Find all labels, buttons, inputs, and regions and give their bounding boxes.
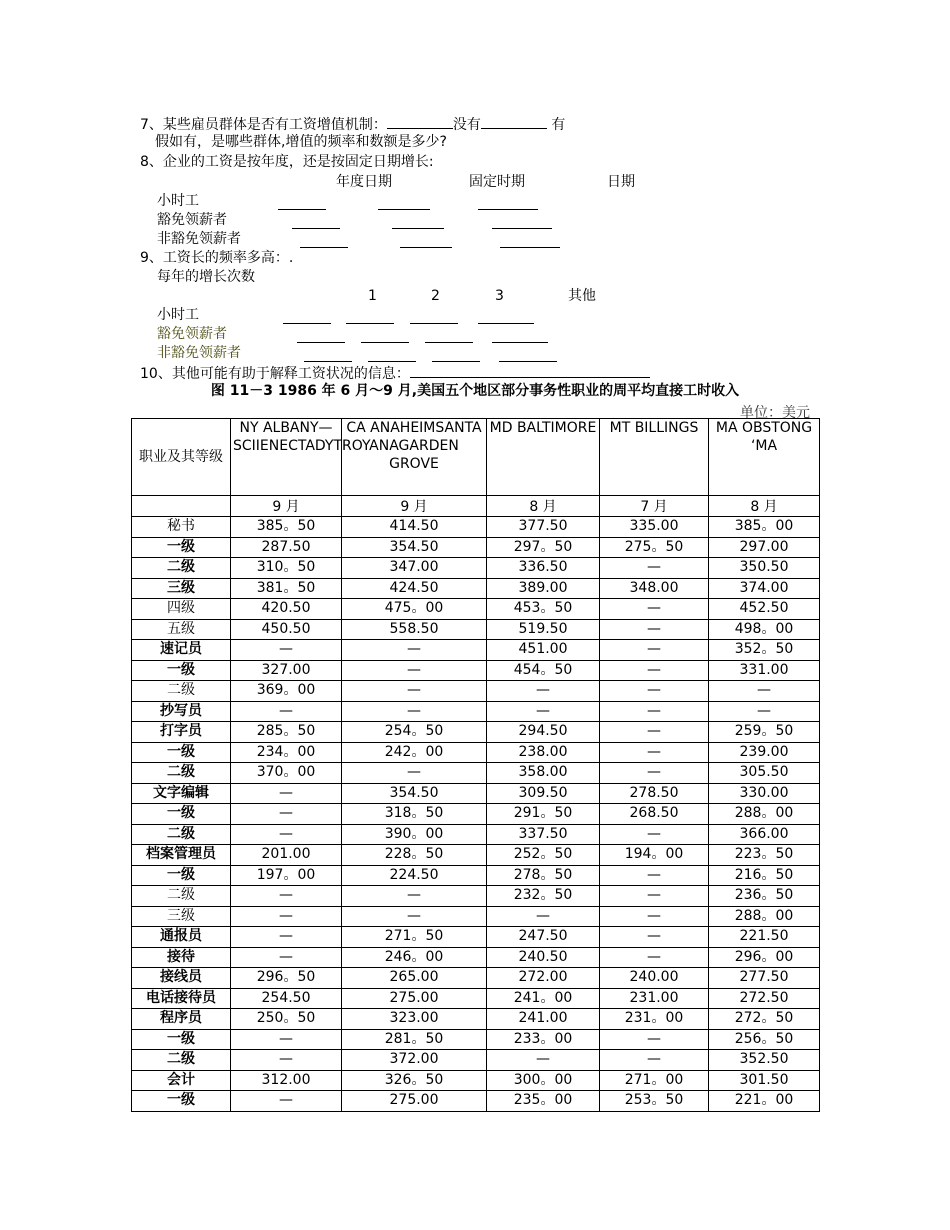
occupation-label: 文字编辑: [132, 783, 231, 804]
wage-cell: 233。00: [487, 1029, 600, 1050]
wage-cell: 519.50: [487, 619, 600, 640]
blank-line[interactable]: [478, 309, 534, 324]
wage-cell: 275。50: [600, 537, 709, 558]
table-row: [132, 578, 820, 599]
question-7: [140, 114, 565, 134]
wage-cell: 256。50: [709, 1029, 820, 1050]
wage-cell: —: [231, 927, 342, 948]
wage-cell: 254.50: [231, 988, 342, 1009]
wage-cell: —: [342, 681, 487, 702]
occupation-label: 一级: [132, 865, 231, 886]
question-7-no: 没有: [452, 117, 481, 133]
question-9-sub: 每年的增长次数: [157, 269, 255, 285]
wage-cell: 252。50: [487, 845, 600, 866]
table-row: [132, 681, 820, 702]
question-9: 9、工资长的频率多高：.: [140, 250, 294, 266]
occupation-label: 一级: [132, 804, 231, 825]
wage-cell: 275.00: [342, 1091, 487, 1112]
wage-cell: 288。00: [709, 804, 820, 825]
table-row: [132, 968, 820, 989]
q9-row-2: 非豁免领薪者: [157, 345, 241, 361]
blank-line[interactable]: [278, 195, 326, 210]
wage-cell: —: [231, 824, 342, 845]
wage-cell: 374.00: [709, 578, 820, 599]
wage-cell: —: [231, 906, 342, 927]
wage-cell: 277.50: [709, 968, 820, 989]
table-row: [132, 599, 820, 620]
header-ny: NY ALBANY—SCIIENECTADYTROY: [231, 419, 342, 496]
blank-line[interactable]: [292, 214, 340, 229]
table-row: [132, 1091, 820, 1112]
wage-cell: 247.50: [487, 927, 600, 948]
table-row: [132, 742, 820, 763]
wage-cell: 272.00: [487, 968, 600, 989]
wage-cell: 291。50: [487, 804, 600, 825]
wage-cell: 242。00: [342, 742, 487, 763]
blank-line[interactable]: [361, 328, 409, 343]
occupation-label: 二级: [132, 681, 231, 702]
occupation-label: 二级: [132, 824, 231, 845]
table-row: [132, 722, 820, 743]
wage-cell: —: [342, 701, 487, 722]
wage-cell: —: [231, 947, 342, 968]
wage-cell: —: [600, 824, 709, 845]
occupation-label: 速记员: [132, 640, 231, 661]
wage-cell: 369。00: [231, 681, 342, 702]
wage-cell: 281。50: [342, 1029, 487, 1050]
table-row: [132, 783, 820, 804]
table-row: [132, 1029, 820, 1050]
wage-cell: 424.50: [342, 578, 487, 599]
month-cell: 9 月: [342, 496, 487, 517]
header-ca: CA ANAHEIMSANTA ANAGARDEN GROVE: [342, 419, 487, 496]
wage-cell: 297.00: [709, 537, 820, 558]
wage-cell: 354.50: [342, 537, 487, 558]
wage-cell: 238.00: [487, 742, 600, 763]
occupation-label: 一级: [132, 742, 231, 763]
wage-cell: 297。50: [487, 537, 600, 558]
wage-cell: 240.00: [600, 968, 709, 989]
wage-cell: 385。50: [231, 517, 342, 538]
wage-cell: —: [600, 660, 709, 681]
blank-line[interactable]: [499, 347, 557, 362]
question-10: [140, 363, 650, 383]
occupation-label: 三级: [132, 578, 231, 599]
table-unit: 单位：美元: [740, 405, 810, 421]
question-7-text: 7、某些雇员群体是否有工资增值机制：: [140, 117, 387, 133]
wage-cell: —: [342, 640, 487, 661]
wage-cell: 451.00: [487, 640, 600, 661]
wage-cell: 312.00: [231, 1070, 342, 1091]
table-title: 图 11－3 1986 年 6 月～9 月,美国五个地区部分事务性职业的周平均直接工时收入: [210, 383, 740, 399]
blank-line[interactable]: [410, 363, 650, 378]
wage-cell: 231.00: [600, 988, 709, 1009]
blank-line[interactable]: [304, 347, 352, 362]
q8-row-1: 豁免领薪者: [157, 212, 227, 228]
wage-cell: —: [600, 947, 709, 968]
wage-cell: 377.50: [487, 517, 600, 538]
wage-cell: —: [342, 660, 487, 681]
blank-line[interactable]: [478, 195, 538, 210]
wage-cell: —: [231, 1029, 342, 1050]
wage-cell: 335.00: [600, 517, 709, 538]
wage-cell: —: [231, 783, 342, 804]
wage-cell: —: [231, 640, 342, 661]
blank-line[interactable]: [432, 347, 480, 362]
wage-cell: 231。00: [600, 1009, 709, 1030]
wage-cell: 385。00: [709, 517, 820, 538]
blank-line[interactable]: [297, 328, 345, 343]
wage-cell: 327.00: [231, 660, 342, 681]
wage-cell: 331.00: [709, 660, 820, 681]
q9-col-2: 3: [495, 288, 504, 304]
wage-cell: 454。50: [487, 660, 600, 681]
occupation-label: 秘书: [132, 517, 231, 538]
wage-cell: —: [600, 1050, 709, 1071]
wage-cell: 221.50: [709, 927, 820, 948]
occupation-label: 二级: [132, 886, 231, 907]
occupation-label: 抄写员: [132, 701, 231, 722]
wage-cell: 246。00: [342, 947, 487, 968]
occupation-label: 一级: [132, 537, 231, 558]
question-8: 8、企业的工资是按年度，还是按固定日期增长:: [140, 154, 434, 170]
blank-line[interactable]: [500, 233, 560, 248]
q9-col-1: 2: [431, 288, 440, 304]
wage-cell: 301.50: [709, 1070, 820, 1091]
wage-cell: 265.00: [342, 968, 487, 989]
wage-cell: 354.50: [342, 783, 487, 804]
table-row: [132, 988, 820, 1009]
wage-cell: —: [487, 681, 600, 702]
table-row: [132, 558, 820, 579]
blank-line[interactable]: [346, 309, 394, 324]
q9-col-0: 1: [368, 288, 377, 304]
header-mt: MT BILLINGS: [600, 419, 709, 496]
table-row: [132, 927, 820, 948]
question-7-sub: 假如有，是哪些群体,增值的频率和数额是多少?: [155, 134, 447, 150]
wage-cell: —: [342, 906, 487, 927]
wage-cell: 366.00: [709, 824, 820, 845]
table-row: [132, 660, 820, 681]
wage-cell: 278。50: [487, 865, 600, 886]
wage-cell: —: [600, 681, 709, 702]
table-row: [132, 865, 820, 886]
wage-cell: 558.50: [342, 619, 487, 640]
month-cell: 7 月: [600, 496, 709, 517]
wage-cell: 347.00: [342, 558, 487, 579]
table-row: [132, 701, 820, 722]
wage-cell: 294.50: [487, 722, 600, 743]
blank-line[interactable]: [492, 214, 552, 229]
q9-row-0: 小时工: [157, 307, 199, 323]
wage-cell: —: [231, 701, 342, 722]
wage-cell: 201.00: [231, 845, 342, 866]
wage-cell: —: [231, 1091, 342, 1112]
wage-cell: 239.00: [709, 742, 820, 763]
occupation-label: 接待: [132, 947, 231, 968]
wage-cell: 223。50: [709, 845, 820, 866]
occupation-label: 电话接待员: [132, 988, 231, 1009]
q8-col-0: 年度日期: [336, 174, 392, 190]
table-row: [132, 947, 820, 968]
wage-cell: 236。50: [709, 886, 820, 907]
header-ma: MA OBSTONG ‘MA: [709, 419, 820, 496]
wage-cell: 453。50: [487, 599, 600, 620]
header-md: MD BALTIMORE: [487, 419, 600, 496]
wage-cell: 241。00: [487, 988, 600, 1009]
wage-cell: 272.50: [709, 988, 820, 1009]
wage-cell: 337.50: [487, 824, 600, 845]
occupation-label: 档案管理员: [132, 845, 231, 866]
wage-cell: 194。00: [600, 845, 709, 866]
wage-cell: —: [600, 619, 709, 640]
occupation-label: 接线员: [132, 968, 231, 989]
occupation-label: 通报员: [132, 927, 231, 948]
wage-cell: 358.00: [487, 763, 600, 784]
table-row: [132, 824, 820, 845]
wage-cell: 370。00: [231, 763, 342, 784]
table-row: [132, 804, 820, 825]
wage-cell: —: [231, 886, 342, 907]
month-row: [132, 496, 820, 517]
blank-line[interactable]: [368, 347, 416, 362]
wage-cell: —: [600, 886, 709, 907]
blank-line[interactable]: [481, 114, 547, 129]
header-occupation: 职业及其等级: [132, 419, 231, 496]
q9-col-3: 其他: [568, 288, 596, 304]
wage-cell: 310。50: [231, 558, 342, 579]
wage-cell: 287.50: [231, 537, 342, 558]
wage-cell: —: [600, 1029, 709, 1050]
month-cell: 9 月: [231, 496, 342, 517]
wage-cell: 250。50: [231, 1009, 342, 1030]
wage-cell: 414.50: [342, 517, 487, 538]
table-row: [132, 886, 820, 907]
question-10-text: 10、其他可能有助于解释工资状况的信息：: [140, 366, 410, 382]
wage-cell: 232。50: [487, 886, 600, 907]
wage-cell: —: [600, 865, 709, 886]
wage-cell: 259。50: [709, 722, 820, 743]
question-7-yes: 有: [551, 117, 566, 133]
table-row: [132, 537, 820, 558]
wage-cell: —: [231, 1050, 342, 1071]
wage-cell: 275.00: [342, 988, 487, 1009]
table-row: [132, 1050, 820, 1071]
blank-line[interactable]: [300, 233, 348, 248]
wage-cell: —: [487, 906, 600, 927]
wage-cell: 452.50: [709, 599, 820, 620]
wage-cell: 228。50: [342, 845, 487, 866]
occupation-label: 二级: [132, 1050, 231, 1071]
wage-cell: 330.00: [709, 783, 820, 804]
month-cell: 8 月: [709, 496, 820, 517]
occupation-label: 五级: [132, 619, 231, 640]
blank-line[interactable]: [392, 214, 444, 229]
wage-cell: —: [600, 763, 709, 784]
wage-cell: 352.50: [709, 1050, 820, 1071]
wage-cell: —: [600, 701, 709, 722]
month-cell: 8 月: [487, 496, 600, 517]
table-header-row: [132, 419, 820, 496]
month-cell: [132, 496, 231, 517]
wage-cell: 326。50: [342, 1070, 487, 1091]
wage-cell: 309.50: [487, 783, 600, 804]
wage-cell: 389.00: [487, 578, 600, 599]
wage-cell: 216。50: [709, 865, 820, 886]
occupation-label: 会计: [132, 1070, 231, 1091]
wage-cell: —: [231, 804, 342, 825]
table-row: [132, 763, 820, 784]
table-row: [132, 619, 820, 640]
wage-cell: 271。00: [600, 1070, 709, 1091]
wage-cell: 296。50: [231, 968, 342, 989]
wage-cell: 271。50: [342, 927, 487, 948]
wage-cell: 285。50: [231, 722, 342, 743]
occupation-label: 程序员: [132, 1009, 231, 1030]
wage-cell: —: [600, 742, 709, 763]
blank-line[interactable]: [378, 195, 430, 210]
wage-cell: —: [709, 681, 820, 702]
wage-cell: 234。00: [231, 742, 342, 763]
q8-row-2: 非豁免领薪者: [157, 231, 241, 247]
q8-col-1: 固定时期: [469, 174, 525, 190]
blank-line[interactable]: [425, 328, 473, 343]
wage-cell: 336.50: [487, 558, 600, 579]
table-row: [132, 1070, 820, 1091]
wage-cell: —: [600, 599, 709, 620]
wage-cell: 498。00: [709, 619, 820, 640]
blank-line[interactable]: [387, 114, 453, 129]
wage-table: [131, 418, 820, 1112]
wage-cell: —: [487, 701, 600, 722]
occupation-label: 一级: [132, 660, 231, 681]
table-row: [132, 640, 820, 661]
wage-cell: 300。00: [487, 1070, 600, 1091]
wage-cell: 240.50: [487, 947, 600, 968]
blank-line[interactable]: [283, 309, 331, 324]
wage-cell: —: [342, 763, 487, 784]
occupation-label: 二级: [132, 763, 231, 784]
occupation-label: 四级: [132, 599, 231, 620]
wage-cell: 381。50: [231, 578, 342, 599]
wage-cell: 323.00: [342, 1009, 487, 1030]
wage-cell: 348.00: [600, 578, 709, 599]
occupation-label: 打字员: [132, 722, 231, 743]
wage-cell: 235。00: [487, 1091, 600, 1112]
q8-row-0: 小时工: [157, 193, 199, 209]
wage-cell: 475。00: [342, 599, 487, 620]
table-row: [132, 845, 820, 866]
wage-cell: 288。00: [709, 906, 820, 927]
table-row: [132, 1009, 820, 1030]
wage-cell: 197。00: [231, 865, 342, 886]
wage-cell: 305.50: [709, 763, 820, 784]
blank-line[interactable]: [492, 328, 548, 343]
wage-cell: 352。50: [709, 640, 820, 661]
wage-cell: —: [600, 640, 709, 661]
occupation-label: 二级: [132, 558, 231, 579]
wage-cell: —: [709, 701, 820, 722]
wage-cell: 450.50: [231, 619, 342, 640]
wage-cell: 224.50: [342, 865, 487, 886]
wage-cell: —: [600, 722, 709, 743]
occupation-label: 三级: [132, 906, 231, 927]
wage-cell: 254。50: [342, 722, 487, 743]
wage-cell: 372.00: [342, 1050, 487, 1071]
occupation-label: 一级: [132, 1091, 231, 1112]
blank-line[interactable]: [400, 233, 452, 248]
wage-cell: 420.50: [231, 599, 342, 620]
wage-cell: —: [487, 1050, 600, 1071]
wage-cell: 221。00: [709, 1091, 820, 1112]
wage-cell: —: [600, 906, 709, 927]
wage-cell: 350.50: [709, 558, 820, 579]
wage-cell: —: [600, 927, 709, 948]
table-row: [132, 517, 820, 538]
wage-cell: 318。50: [342, 804, 487, 825]
wage-cell: 390。00: [342, 824, 487, 845]
blank-line[interactable]: [410, 309, 458, 324]
occupation-label: 一级: [132, 1029, 231, 1050]
table-body: [132, 517, 820, 1112]
wage-cell: 272。50: [709, 1009, 820, 1030]
wage-cell: 253。50: [600, 1091, 709, 1112]
q9-row-1: 豁免领薪者: [157, 326, 227, 342]
wage-cell: 296。00: [709, 947, 820, 968]
wage-cell: 278.50: [600, 783, 709, 804]
wage-cell: —: [600, 558, 709, 579]
q8-col-2: 日期: [607, 174, 635, 190]
wage-cell: —: [342, 886, 487, 907]
wage-cell: 241.00: [487, 1009, 600, 1030]
table-row: [132, 906, 820, 927]
wage-cell: 268.50: [600, 804, 709, 825]
